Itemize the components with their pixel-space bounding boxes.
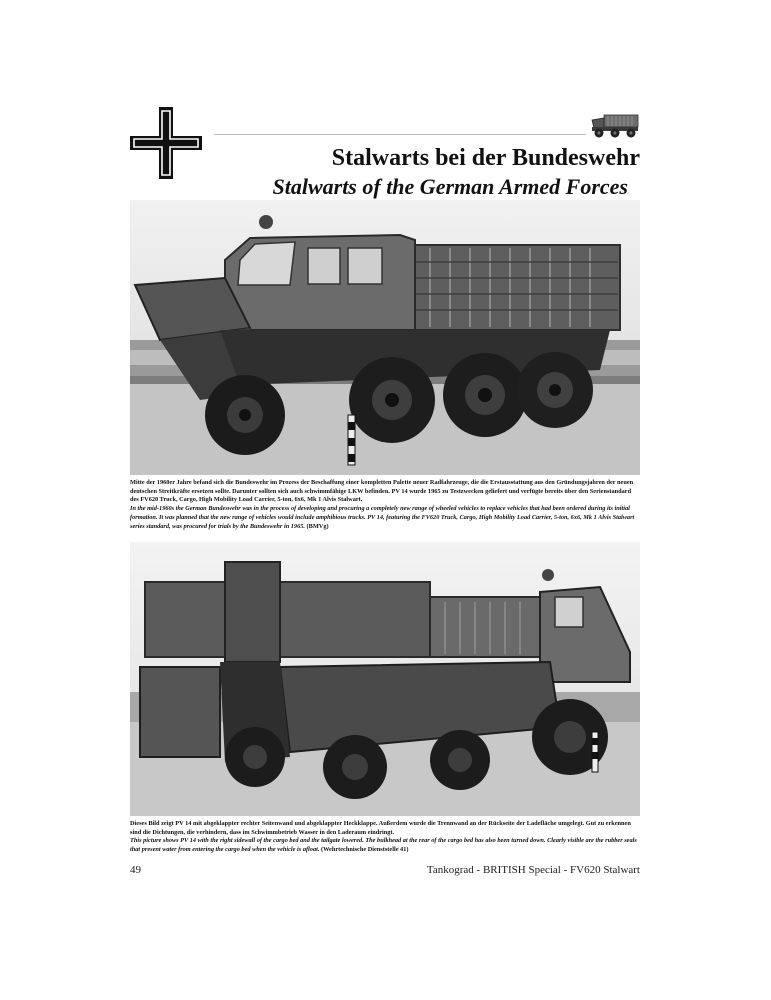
truck-thumbnail-icon (590, 110, 642, 140)
header-rule (214, 134, 586, 135)
page-number: 49 (130, 864, 141, 876)
photo2-caption-english: This picture shows PV 14 with the right sidewall of the cargo bed and the tailgate lowered. The bulkhead at the rear of the cargo bed has also been turned down. Clearly visible are the rubber seals that present water from entering the cargo bed when the vehicle is afloat. (130, 837, 637, 854)
publication-footer: Tankograd - BRITISH Special - FV620 Stalwart (426, 864, 640, 876)
page-title-german: Stalwarts bei der Bundeswehr (331, 145, 640, 171)
photo2-caption-german: Dieses Bild zeigt PV 14 mit abgeklappter rechter Seitenwand und abgeklappter Heckklappe. Außerdem wurde die Trennwand an der Rückseite der Ladefläche umgelegt. Gut zu erkennen sind die Dichtungen, die verhindern, dass im Schwimmbetrieb Wasser in den Laderaum eindringt. (130, 820, 631, 836)
photo-stalwart-front (130, 200, 640, 475)
photo1-caption (130, 479, 640, 531)
photo2-caption (130, 820, 640, 855)
photo2-credit: (Wehrtechnische Dienststelle 41) (321, 846, 409, 854)
page-title-english: Stalwarts of the German Armed Forces (272, 174, 628, 199)
photo1-caption-german: Mitte der 1960er Jahre befand sich die Bundeswehr im Prozess der Beschaffung einer kompletten Palette neuer Radfahrzeuge, die die Erstausstattung aus den Gründungsjahren der neuen deutschen Streitkräfte ersetzen sollte. Darunter sollten sich auch schwimmfähige LKW befinden. PV 14 wurde 1965 zu Testzwecken geliefert und verfügte bereits über den Serienstandard des FV620 Truck, Cargo, High Mobility Load Carrier, 5-ton, 6x6, Mk 1 Alvis Stalwart. (130, 479, 634, 504)
photo-stalwart-rear-open (130, 542, 640, 816)
photo1-credit: (BMVg) (306, 522, 329, 530)
photo1-caption-english: In the mid-1960s the German Bundeswehr was in the process of developing and procuring a completely new range of wheeled vehicles to replace vehicles that had been ordered during its initial formation. It was planned that the new range of vehicles would include amphibious trucks. PV 14, featuring the FV620 Truck, Cargo, High Mobility Load Carrier, 5-ton, 6x6, Mk 1 Alvis Stalwart series standard, was procured for trials by the Bundeswehr in 1965. (130, 505, 635, 530)
